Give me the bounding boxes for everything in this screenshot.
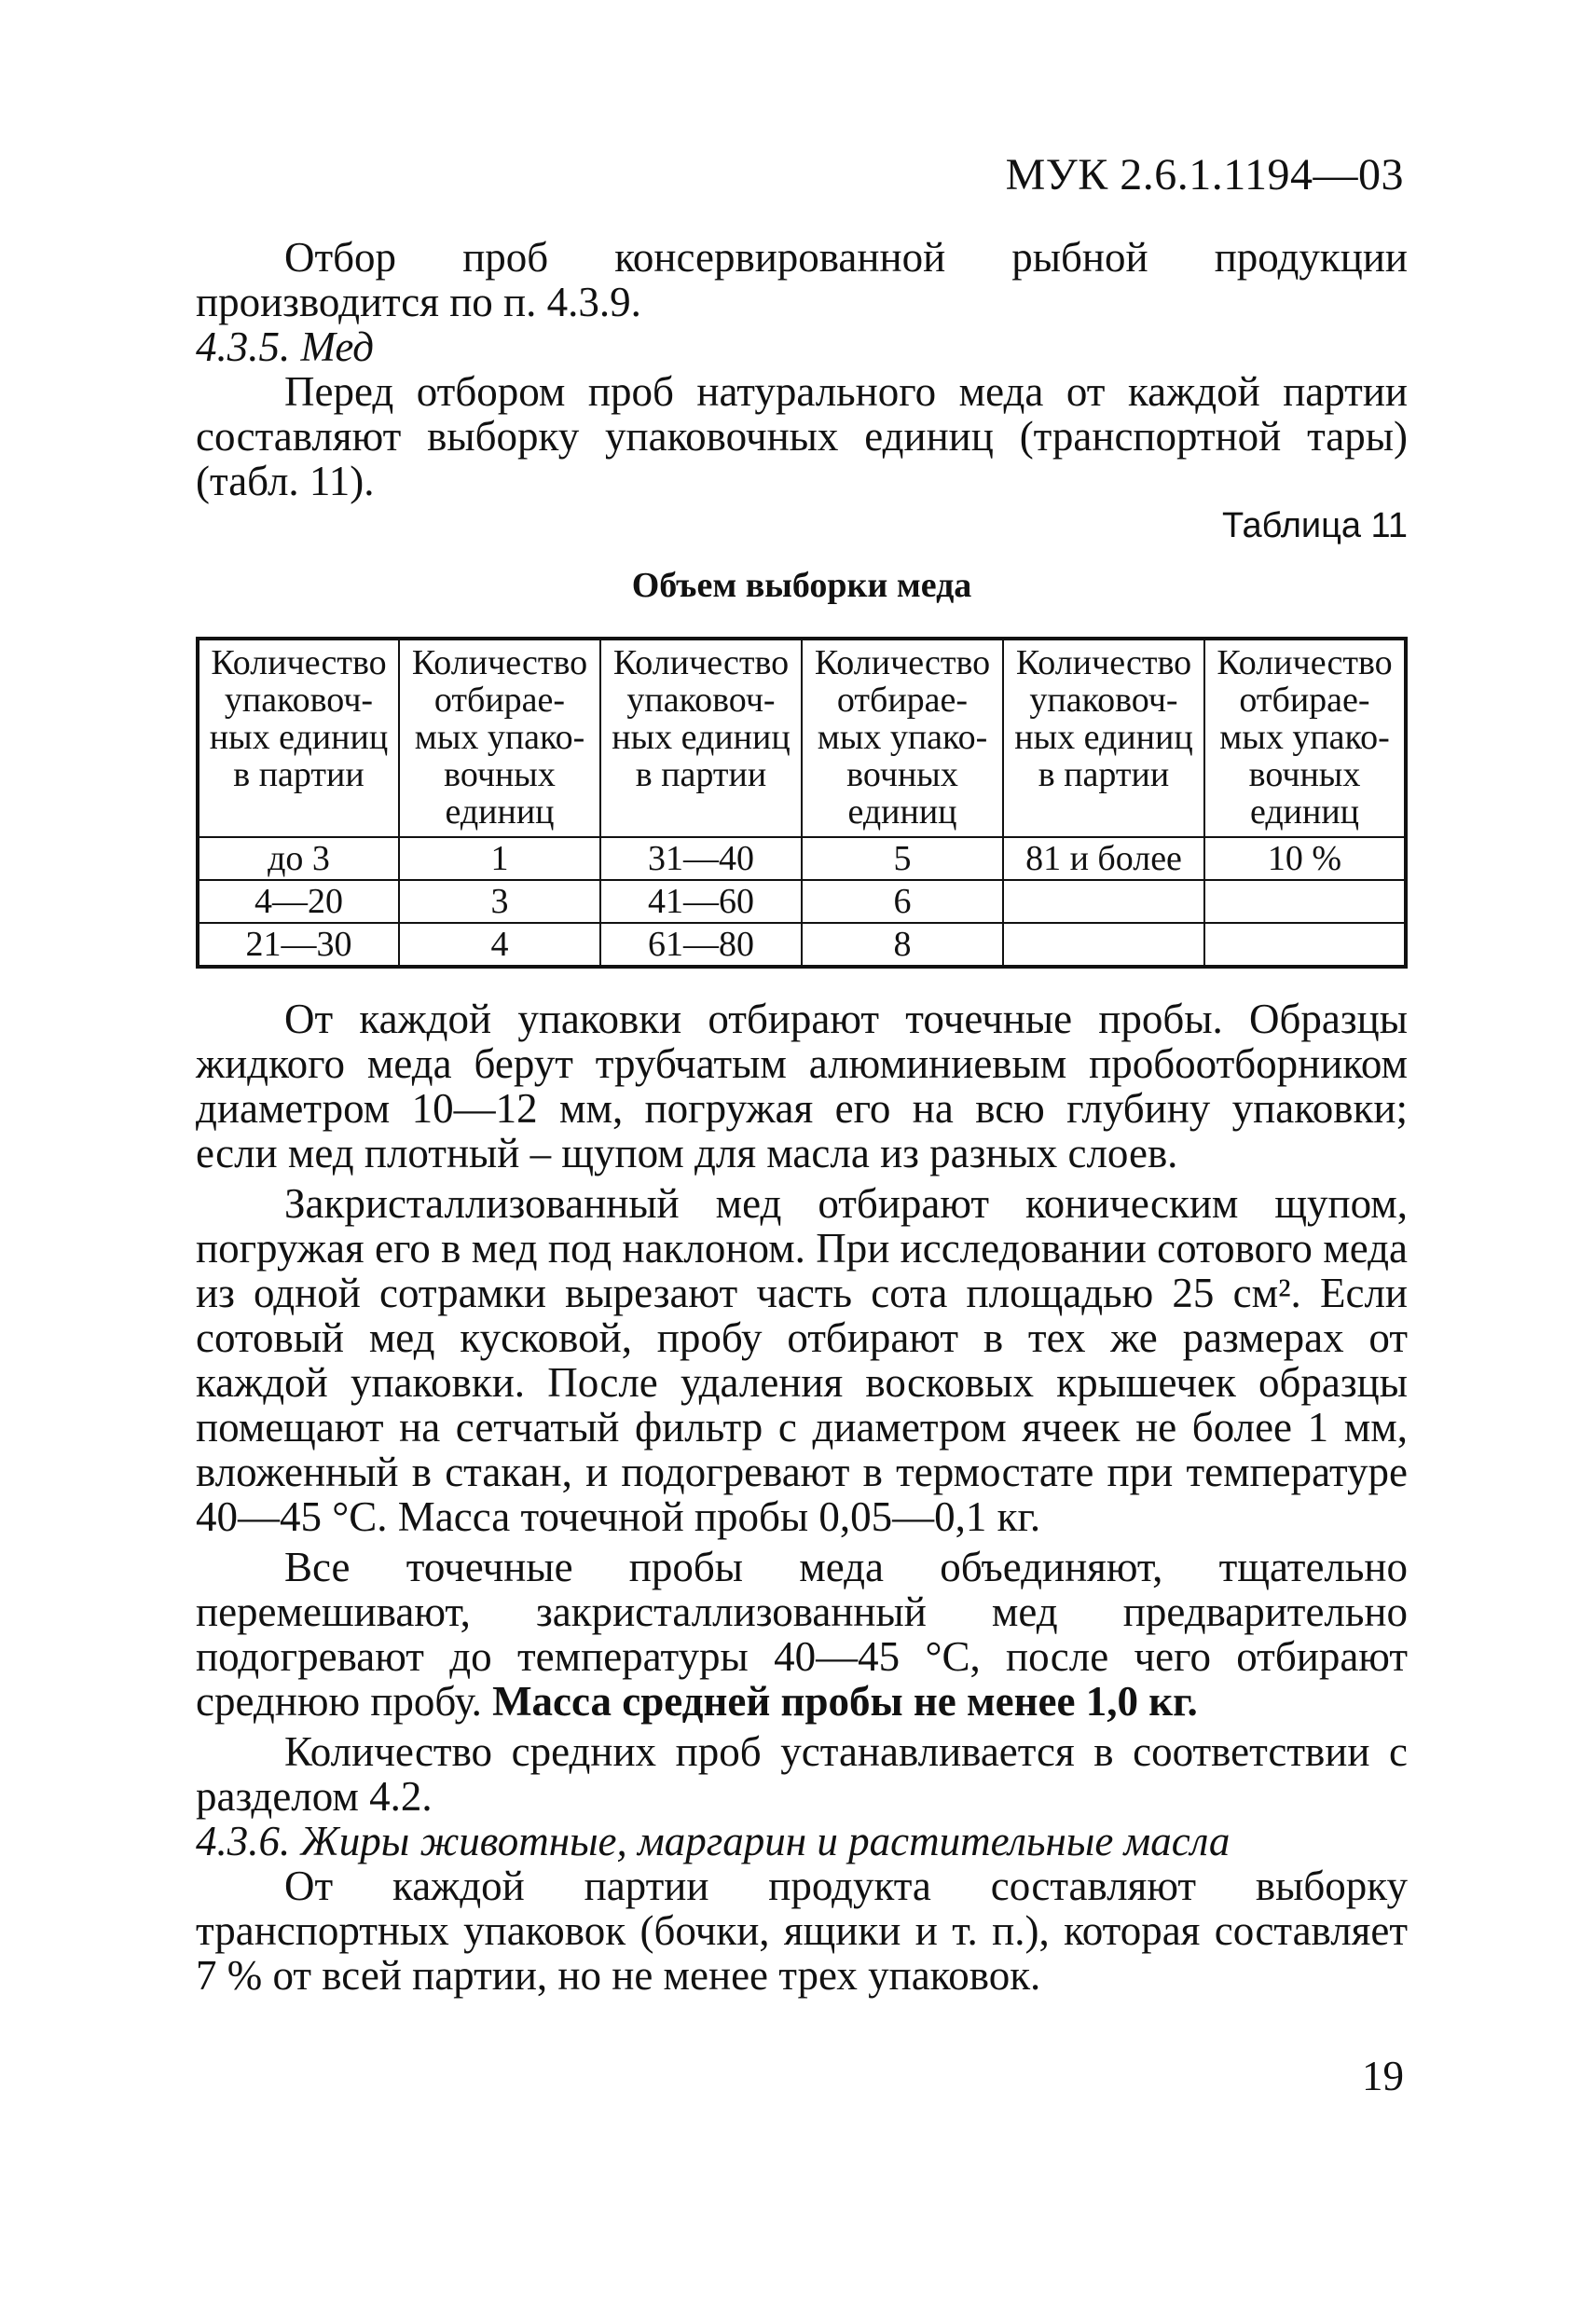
table-cell: 4—20 <box>198 880 399 923</box>
table-header-cell: Количество отбирае-мых упако-вочных единиц <box>399 639 600 837</box>
table-header-cell: Количество упаковоч-ных единиц в партии <box>600 639 802 837</box>
document-code: МУК 2.6.1.1194—03 <box>1005 150 1404 199</box>
honey-intro-paragraph: Перед отбором проб натурального меда от каждой партии составляют выборку упаковочных единиц (транспортной тары) (табл. 11). <box>196 368 1408 504</box>
table-cell: 41—60 <box>600 880 802 923</box>
table-cell: 21—30 <box>198 923 399 967</box>
table-cell: до 3 <box>198 837 399 880</box>
table-row <box>198 923 1406 967</box>
intro-paragraph: Отбор проб консервированной рыбной продукции производится по п. 4.3.9. <box>196 234 1408 325</box>
table-header-cell: Количество отбирае-мых упако-вочных единиц <box>1204 639 1406 837</box>
table-header-row <box>198 639 1406 837</box>
honey-body-text <box>196 997 1408 1819</box>
paragraph-sample-count: Количество средних проб устанавливается в соответствии с разделом 4.2. <box>196 1728 1408 1820</box>
average-sample-text: Все точечные пробы меда объединяют, тщательно перемешивают, закристаллизованный мед предварительно подогревают до температуры 40—45 °С, после чего отбирают среднюю пробу. <box>196 1544 1408 1725</box>
table-cell: 61—80 <box>600 923 802 967</box>
table-cell: 1 <box>399 837 600 880</box>
page-content <box>196 235 1408 1998</box>
fats-paragraph: От каждой партии продукта составляют выборку транспортных упаковок (бочки, ящики и т. п.), которая составляет 7 % от всей партии, но не менее трех упаковок. <box>196 1863 1408 1999</box>
table-cell <box>1003 880 1204 923</box>
table-cell <box>1003 923 1204 967</box>
table-cell: 31—40 <box>600 837 802 880</box>
table-cell: 10 % <box>1204 837 1406 880</box>
section-title-honey: 4.3.5. Мед <box>196 323 374 370</box>
table-cell: 81 и более <box>1003 837 1204 880</box>
table-cell: 3 <box>399 880 600 923</box>
table-cell <box>1204 880 1406 923</box>
average-sample-mass-note: Масса средней пробы не менее 1,0 кг. <box>492 1678 1198 1725</box>
table-title: Объем выборки меда <box>631 566 972 605</box>
table-row <box>198 837 1406 880</box>
table-header-cell: Количество упаковоч-ных единиц в партии <box>1003 639 1204 837</box>
paragraph-average-sample <box>196 1545 1408 1724</box>
paragraph-crystallized-honey: Закристаллизованный мед отбирают коническим щупом, погружая его в мед под наклоном. При исследовании сотового меда из одной сотрамки вырезают часть сота площадью 25 см². Если сотовый мед кусковой, пробу отбирают в тех же размерах от каждой упаковки. После удаления восковых крышечек образцы помещают на сетчатый фильтр с диаметром ячеек не более 1 мм, вложенный в стакан, и подогревают в термостате при температуре 40—45 °С. Масса точечной пробы 0,05—0,1 кг. <box>196 1180 1408 1540</box>
paragraph-point-samples: От каждой упаковки отбирают точечные пробы. Образцы жидкого меда берут трубчатым алюминиевым пробоотборником диаметром 10—12 мм, погружая его на всю глубину упаковки; если мед плотный – щупом для масла из разных слоев. <box>196 996 1408 1176</box>
table-number: Таблица 11 <box>1222 506 1408 545</box>
table-cell: 5 <box>802 837 1003 880</box>
page-number: 19 <box>1362 2053 1404 2099</box>
table-cell <box>1204 923 1406 967</box>
table-cell: 8 <box>802 923 1003 967</box>
section-title-fats: 4.3.6. Жиры животные, маргарин и растительные масла <box>196 1818 1231 1864</box>
table-header-cell: Количество отбирае-мых упако-вочных единиц <box>802 639 1003 837</box>
table-header-cell: Количество упаковоч-ных единиц в партии <box>198 639 399 837</box>
table-row <box>198 880 1406 923</box>
table-cell: 4 <box>399 923 600 967</box>
sample-size-table <box>196 637 1408 969</box>
table-cell: 6 <box>802 880 1003 923</box>
